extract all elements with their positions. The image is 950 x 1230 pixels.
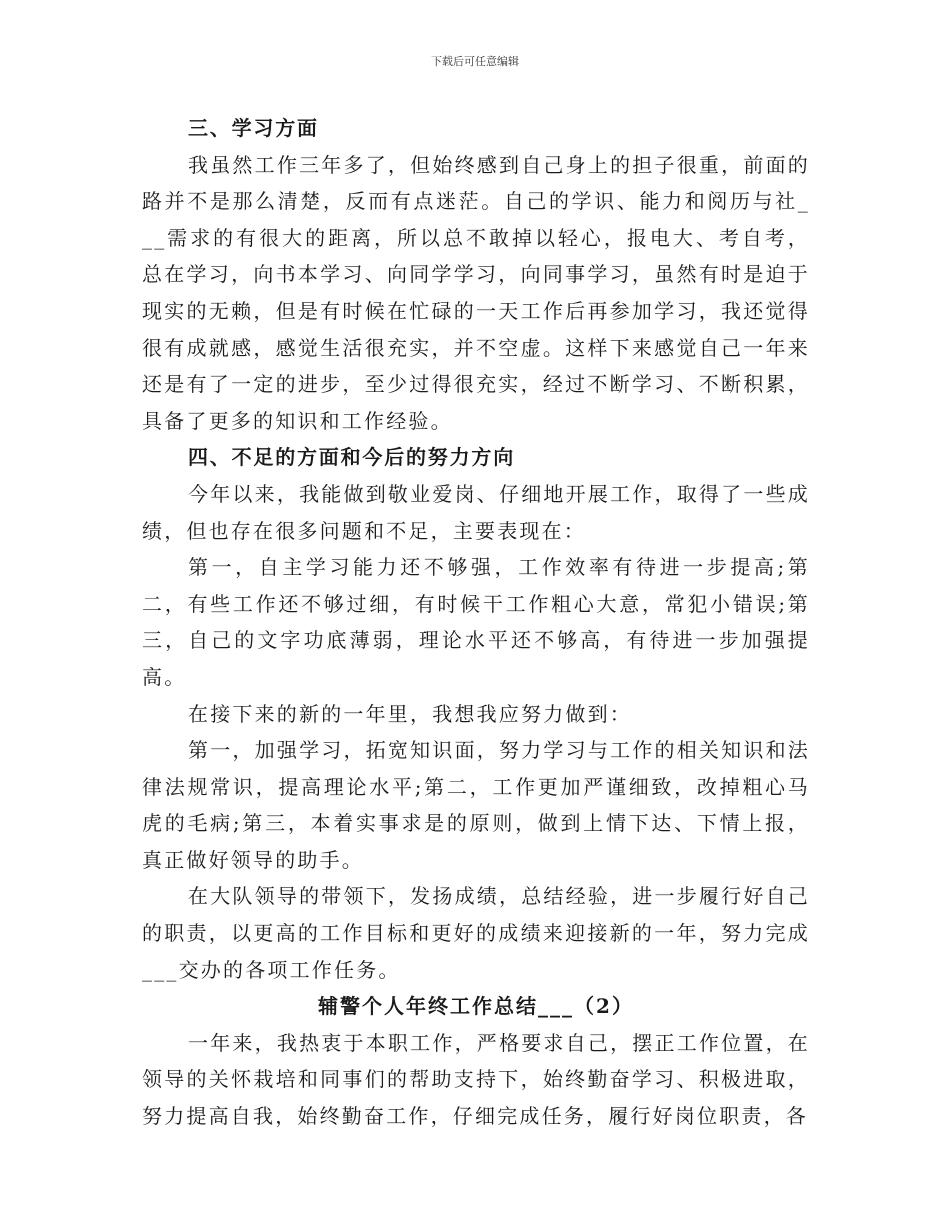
section-heading-shortcomings: 四、不足的方面和今后的努力方向	[188, 445, 515, 470]
paragraph-achievements: 今年以来，我能做到敬业爱岗、仔细地开展工作，取得了一些成绩，但也存在很多问题和不足，主要表现在：	[142, 481, 810, 543]
paragraph-shortcomings-list: 第一，自主学习能力还不够强，工作效率有待进一步提高;第二，有些工作还不够过细，有时候干工作粗心大意，常犯小错误;第三，自己的文字功底薄弱，理论水平还不够高，有待进一步加强提高。	[142, 555, 810, 689]
paragraph-next-year-intro: 在接下来的新的一年里，我想我应努力做到：	[188, 701, 632, 726]
paragraph-next-year-plan: 第一，加强学习，拓宽知识面，努力学习与工作的相关知识和法律法规常识，提高理论水平;第二，工作更加严谨细致，改掉粗心马虎的毛病;第三，本着实事求是的原则，做到上情下达、下情上报，真正做好领导的助手。	[142, 738, 810, 872]
page-header: 下载后可任意编辑	[431, 55, 519, 68]
paragraph-closing: 在大队领导的带领下，发扬成绩，总结经验，进一步履行好自己的职责，以更高的工作目标和更好的成绩来迎接新的一年，努力完成___交办的各项工作任务。	[142, 884, 810, 982]
document-title-2: 辅警个人年终工作总结___（2）	[318, 994, 634, 1019]
section-heading-study: 三、学习方面	[188, 116, 319, 140]
document-body	[142, 110, 810, 1135]
paragraph-doc2-intro: 一年来，我热衷于本职工作，严格要求自己，摆正工作位置，在领导的关怀栽培和同事们的帮助支持下，始终勤奋学习、积极进取，努力提高自我，始终勤奋工作，仔细完成任务，履行好岗位职责，各	[142, 1030, 810, 1129]
paragraph-study: 我虽然工作三年多了，但始终感到自己身上的担子很重，前面的路并不是那么清楚，反而有点迷茫。自己的学识、能力和阅历与社___需求的有很大的距离，所以总不敢掉以轻心，报电大、考自考，总在学习，向书本学习、向同学学习，向同事学习，虽然有时是迫于现实的无赖，但是有时候在忙碌的一天工作后再参加学习，我还觉得很有成就感，感觉生活很充实，并不空虚。这样下来感觉自己一年来还是有了一定的进步，至少过得很充实，经过不断学习、不断积累，具备了更多的知识和工作经验。	[142, 152, 810, 433]
